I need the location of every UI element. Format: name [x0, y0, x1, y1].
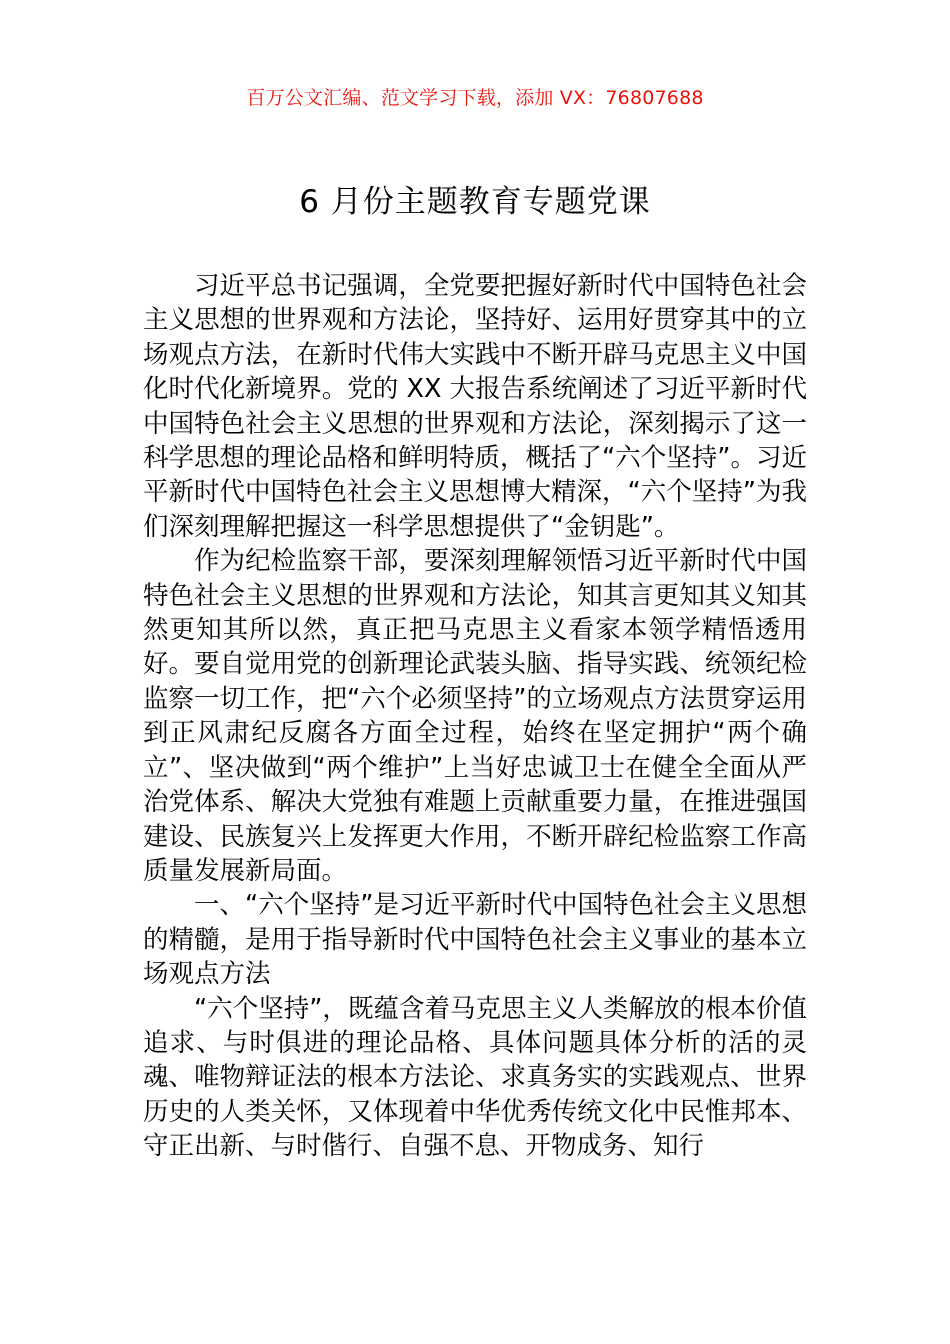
section-heading-1: 一、“六个坚持”是习近平新时代中国特色社会主义思想的精髓，是用于指导新时代中国特色社会主义事业的基本立场观点方法 [143, 890, 807, 990]
paragraph-3: “六个坚持”，既蕴含着马克思主义人类解放的根本价值追求、与时俱进的理论品格、具体问题具体分析的活的灵魂、唯物辩证法的根本方法论、求真务实的实践观点、世界历史的人类关怀，又体现着中华优秀传统文化中民惟邦本、守正出新、与时偕行、自强不息、开物成务、知行 [143, 993, 807, 1162]
header-note: 百万公文汇编、范文学习下载，添加 VX：76807688 [246, 87, 704, 109]
document-body [143, 269, 807, 1164]
paragraph-1: 习近平总书记强调，全党要把握好新时代中国特色社会主义思想的世界观和方法论，坚持好、运用好贯穿其中的立场观点方法，在新时代伟大实践中不断开辟马克思主义中国化时代化新境界。党的 XX 大报告系统阐述了习近平新时代中国特色社会主义思想的世界观和方法论，深刻揭示了这一科学思想的理论品格和鲜明特质，概括了“六个坚持”。习近平新时代中国特色社会主义思想博大精深，“六个坚持”为我们深刻理解把握这一科学思想提供了“金钥匙”。 [143, 271, 807, 542]
paragraph-2: 作为纪检监察干部，要深刻理解领悟习近平新时代中国特色社会主义思想的世界观和方法论，知其言更知其义知其然更知其所以然，真正把马克思主义看家本领学精悟透用好。要自觉用党的创新理论武装头脑、指导实践、统领纪检监察一切工作，把“六个必须坚持”的立场观点方法贯穿运用到正风肃纪反腐各方面全过程，始终在坚定拥护“两个确立”、坚决做到“两个维护”上当好忠诚卫士在健全全面从严治党体系、解决大党独有难题上贡献重要力量，在推进强国建设、民族复兴上发挥更大作用，不断开辟纪检监察工作高质量发展新局面。 [143, 546, 807, 886]
page-title: 6 月份主题教育专题党课 [299, 184, 651, 220]
